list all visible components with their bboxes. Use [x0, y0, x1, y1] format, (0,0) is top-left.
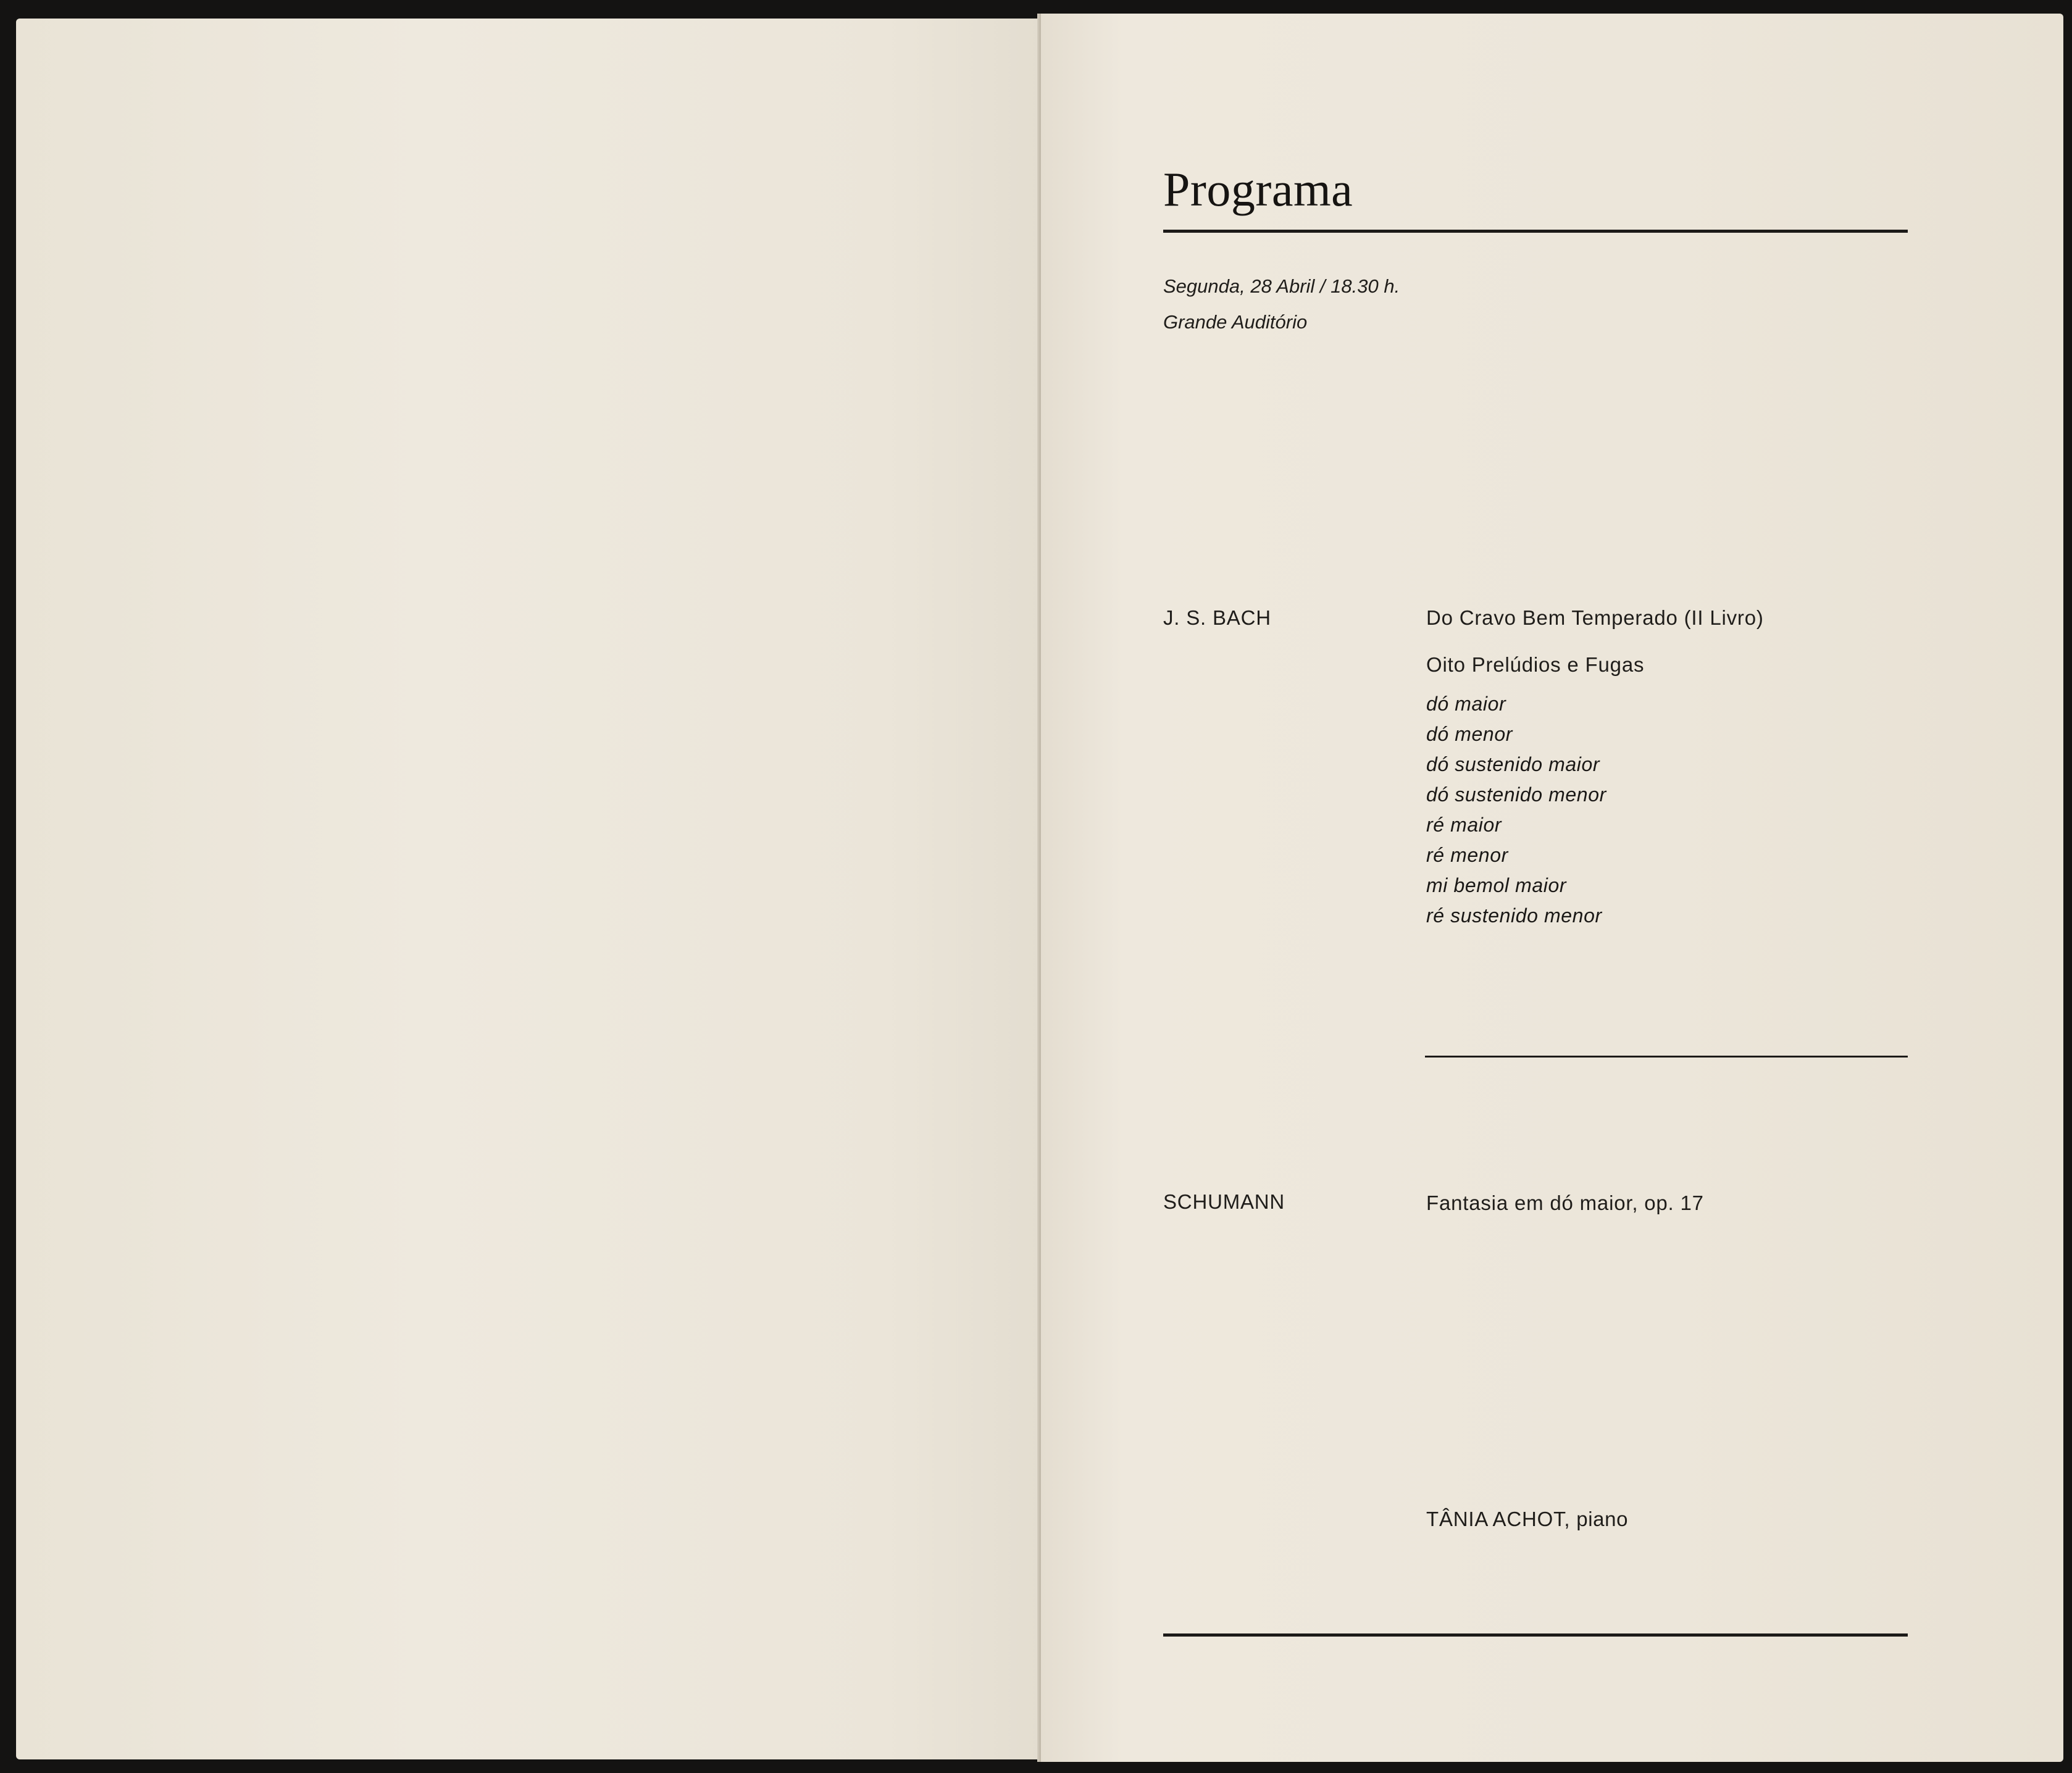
key-item: mi bemol maior [1426, 874, 1567, 896]
key-item: ré menor [1426, 844, 1508, 866]
concert-venue: Grande Auditório [1163, 311, 1308, 333]
performer-instrument: piano [1576, 1508, 1629, 1530]
page-title: Programa [1163, 162, 1353, 216]
footer-divider [1163, 1633, 1908, 1637]
composer-bach: J. S. BACH [1163, 606, 1271, 629]
key-list [1426, 689, 1606, 931]
performer-separator: , [1564, 1508, 1571, 1530]
key-item: ré maior [1426, 814, 1502, 836]
key-item: dó menor [1426, 723, 1513, 745]
composer-schumann: SCHUMANN [1163, 1190, 1285, 1213]
key-item: dó maior [1426, 693, 1506, 715]
left-page-blank [16, 19, 1041, 1759]
work-subtitle-bach: Oito Prelúdios e Fugas [1426, 653, 1645, 676]
concert-date: Segunda, 28 Abril / 18.30 h. [1163, 275, 1400, 297]
work-title-schumann: Fantasia em dó maior, op. 17 [1426, 1191, 1704, 1214]
key-item: ré sustenido menor [1426, 904, 1602, 927]
performer-credit [1426, 1508, 1628, 1531]
key-item: dó sustenido maior [1426, 753, 1600, 775]
title-divider [1163, 230, 1908, 233]
performer-name: TÂNIA ACHOT [1426, 1508, 1564, 1530]
work-title-bach: Do Cravo Bem Temperado (II Livro) [1426, 606, 1764, 629]
section-divider [1425, 1056, 1908, 1058]
key-item: dó sustenido menor [1426, 783, 1606, 806]
